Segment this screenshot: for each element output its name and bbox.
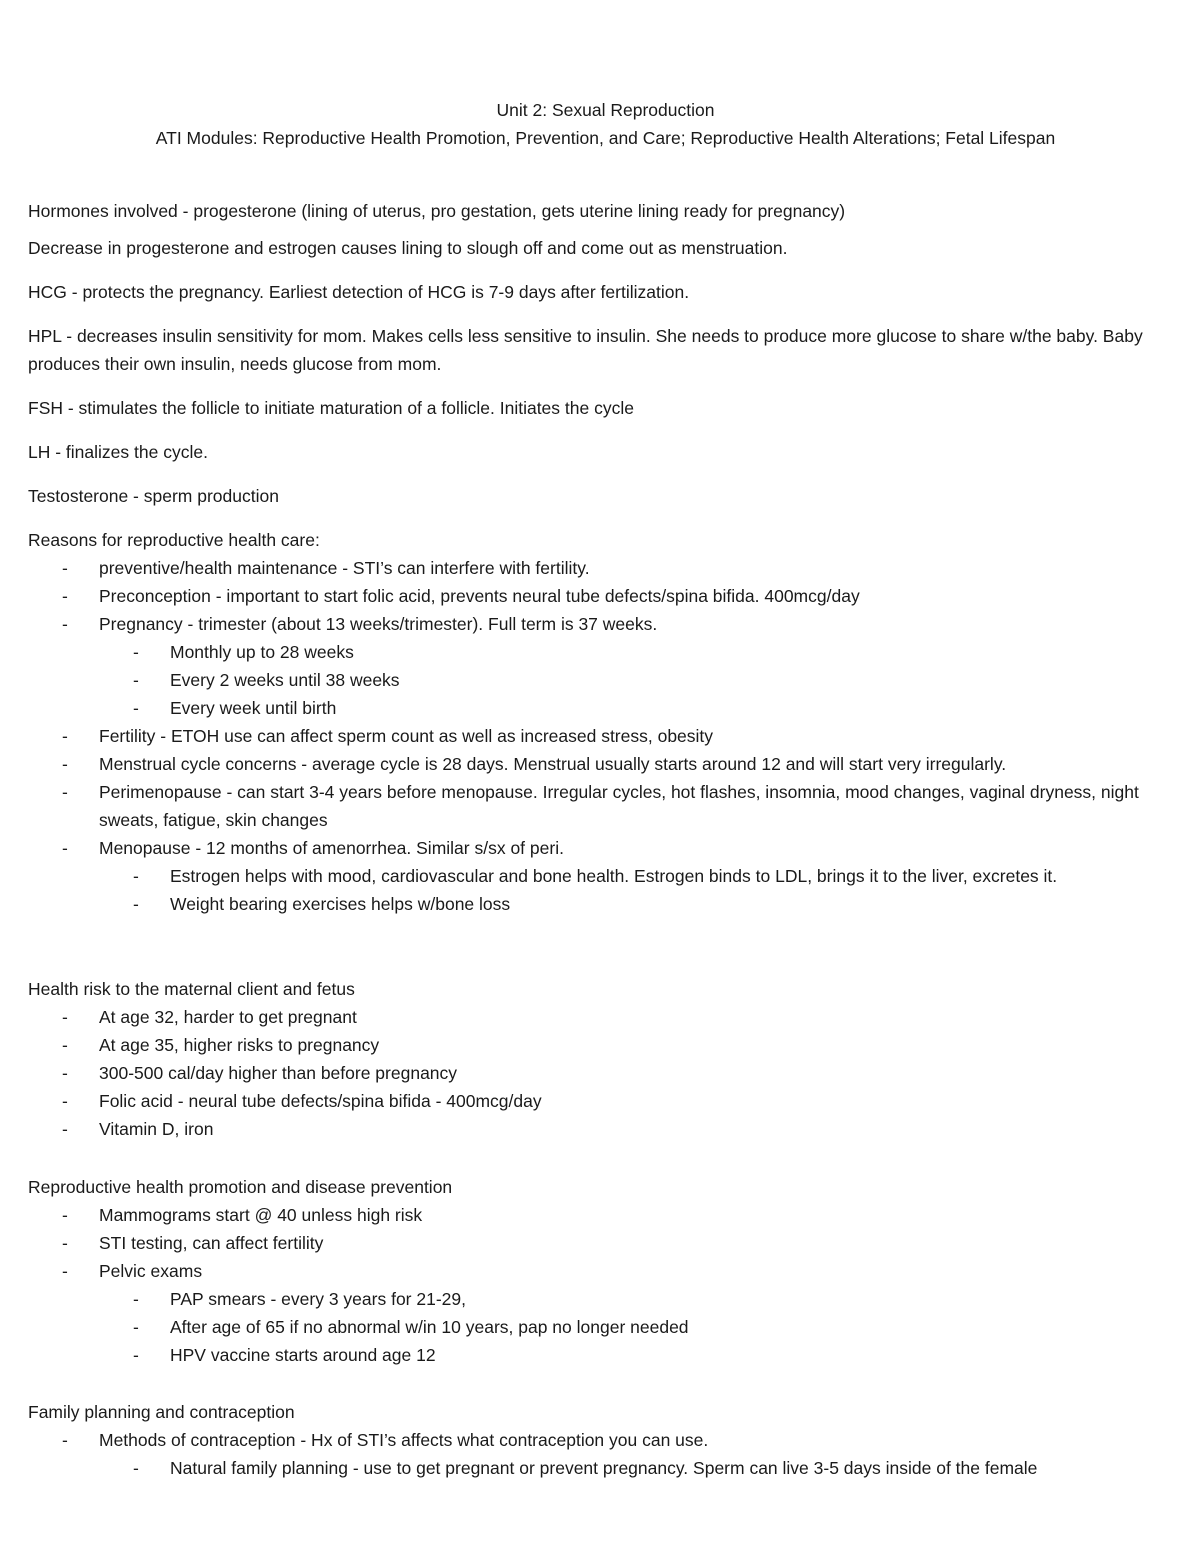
sublist-item <box>28 1313 1183 1341</box>
list-item <box>28 1059 1183 1087</box>
list-item-text: After age of 65 if no abnormal w/in 10 years, pap no longer needed <box>170 1317 689 1337</box>
section-heading: Reasons for reproductive health care: <box>28 530 320 550</box>
list-item-text: Mammograms start @ 40 unless high risk <box>99 1205 423 1225</box>
dash-bullet: - <box>62 1035 68 1055</box>
list-item-text: preventive/health maintenance - STI’s can interfere with fertility. <box>99 558 590 578</box>
dash-bullet: - <box>133 866 139 886</box>
fsh-paragraph: FSH - stimulates the follicle to initiate maturation of a follicle. Initiates the cycle <box>28 398 634 418</box>
dash-bullet: - <box>62 1091 68 1111</box>
list-item-text: Every 2 weeks until 38 weeks <box>170 670 400 690</box>
dash-bullet: - <box>133 1345 139 1365</box>
list-item-text: Vitamin D, iron <box>99 1119 214 1139</box>
family-planning-list <box>28 1426 1183 1482</box>
list-item-text: Weight bearing exercises helps w/bone loss <box>170 894 511 914</box>
list-item <box>28 554 1183 582</box>
dash-bullet: - <box>62 1063 68 1083</box>
dash-bullet: - <box>62 726 68 746</box>
list-item-text: Preconception - important to start folic acid, prevents neural tube defects/spina bifida. 400mcg/day <box>99 586 860 606</box>
section-heading: Reproductive health promotion and disease prevention <box>28 1177 453 1197</box>
list-item <box>28 1257 1183 1369</box>
dash-bullet: - <box>133 1289 139 1309</box>
list-item <box>28 1426 1183 1482</box>
list-item <box>28 1229 1183 1257</box>
sublist-item <box>28 1341 1183 1369</box>
list-item <box>28 1087 1183 1115</box>
reasons-list <box>28 554 1183 918</box>
list-item <box>28 1201 1183 1229</box>
dash-bullet: - <box>133 642 139 662</box>
contraception-methods-sublist <box>99 1454 1183 1482</box>
document-title: Unit 2: Sexual Reproduction <box>496 100 715 120</box>
health-risk-list <box>28 1003 1183 1143</box>
list-item-text: Methods of contraception - Hx of STI’s affects what contraception you can use. <box>99 1430 709 1450</box>
list-item <box>28 778 1183 834</box>
testosterone-paragraph: Testosterone - sperm production <box>28 486 279 506</box>
list-item <box>28 750 1183 778</box>
dash-bullet: - <box>62 586 68 606</box>
list-item-text: PAP smears - every 3 years for 21-29, <box>170 1289 466 1309</box>
dash-bullet: - <box>62 1233 68 1253</box>
list-item-text: Estrogen helps with mood, cardiovascular and bone health. Estrogen binds to LDL, brings it to the liver, excretes it. <box>170 866 1058 886</box>
list-item <box>28 582 1183 610</box>
sublist-item <box>28 862 1183 890</box>
dash-bullet: - <box>133 1458 139 1478</box>
list-item-text: Menstrual cycle concerns - average cycle is 28 days. Menstrual usually starts around 12 and will start very irregularly. <box>99 754 1007 774</box>
list-item-text: Pelvic exams <box>99 1261 203 1281</box>
list-item-text: STI testing, can affect fertility <box>99 1233 324 1253</box>
dash-bullet: - <box>133 698 139 718</box>
dash-bullet: - <box>62 754 68 774</box>
hormones-paragraph: Hormones involved - progesterone (lining of uterus, pro gestation, gets uterine lining ready for pregnancy) <box>28 201 846 221</box>
dash-bullet: - <box>62 838 68 858</box>
hcg-paragraph: HCG - protects the pregnancy. Earliest detection of HCG is 7-9 days after fertilization. <box>28 282 690 302</box>
list-item-text: At age 32, harder to get pregnant <box>99 1007 357 1027</box>
list-item-text: Every week until birth <box>170 698 337 718</box>
pelvic-exams-sublist <box>99 1285 1183 1369</box>
sublist-item <box>28 890 1183 918</box>
sublist-item <box>28 1454 1183 1482</box>
list-item-text: 300-500 cal/day higher than before pregnancy <box>99 1063 458 1083</box>
dash-bullet: - <box>133 670 139 690</box>
section-heading: Family planning and contraception <box>28 1402 295 1422</box>
sublist-item <box>28 1285 1183 1313</box>
list-item-text: Folic acid - neural tube defects/spina bifida - 400mcg/day <box>99 1091 542 1111</box>
list-item-text: Fertility - ETOH use can affect sperm count as well as increased stress, obesity <box>99 726 714 746</box>
list-item-text: Pregnancy - trimester (about 13 weeks/trimester). Full term is 37 weeks. <box>99 614 658 634</box>
promotion-list <box>28 1201 1183 1369</box>
list-item <box>28 1003 1183 1031</box>
dash-bullet: - <box>62 1205 68 1225</box>
dash-bullet: - <box>62 1430 68 1450</box>
menopause-sublist <box>99 862 1183 918</box>
list-item <box>28 610 1183 722</box>
list-item-text: At age 35, higher risks to pregnancy <box>99 1035 380 1055</box>
list-item-text: Menopause - 12 months of amenorrhea. Similar s/sx of peri. <box>99 838 564 858</box>
sublist-item <box>28 638 1183 666</box>
document-page <box>28 96 1183 1482</box>
dash-bullet: - <box>62 614 68 634</box>
pregnancy-sublist <box>99 638 1183 722</box>
dash-bullet: - <box>62 558 68 578</box>
lh-paragraph: LH - finalizes the cycle. <box>28 442 208 462</box>
sublist-item <box>28 666 1183 694</box>
sublist-item <box>28 694 1183 722</box>
list-item-text: Monthly up to 28 weeks <box>170 642 354 662</box>
list-item-text: HPV vaccine starts around age 12 <box>170 1345 436 1365</box>
list-item <box>28 834 1183 918</box>
dash-bullet: - <box>62 1007 68 1027</box>
progesterone-paragraph: Decrease in progesterone and estrogen causes lining to slough off and come out as menstruation. <box>28 238 788 258</box>
section-heading: Health risk to the maternal client and fetus <box>28 979 355 999</box>
list-item <box>28 1031 1183 1059</box>
document-subtitle: ATI Modules: Reproductive Health Promotion, Prevention, and Care; Reproductive Health Alterations; Fetal Lifespan <box>155 128 1056 148</box>
list-item <box>28 722 1183 750</box>
list-item <box>28 1115 1183 1143</box>
dash-bullet: - <box>62 1261 68 1281</box>
dash-bullet: - <box>62 782 68 802</box>
dash-bullet: - <box>133 1317 139 1337</box>
list-item-text: Natural family planning - use to get pregnant or prevent pregnancy. Sperm can live 3-5 days inside of the female <box>170 1458 1038 1478</box>
list-item-text: Perimenopause - can start 3-4 years before menopause. Irregular cycles, hot flashes, insomnia, mood changes, vaginal dryness, night sweats, fatigue, skin changes <box>99 782 1139 830</box>
dash-bullet: - <box>133 894 139 914</box>
dash-bullet: - <box>62 1119 68 1139</box>
hpl-paragraph: HPL - decreases insulin sensitivity for mom. Makes cells less sensitive to insulin. She needs to produce more glucose to share w/the baby. Baby produces their own insulin, needs glucose from mom. <box>28 326 1143 374</box>
